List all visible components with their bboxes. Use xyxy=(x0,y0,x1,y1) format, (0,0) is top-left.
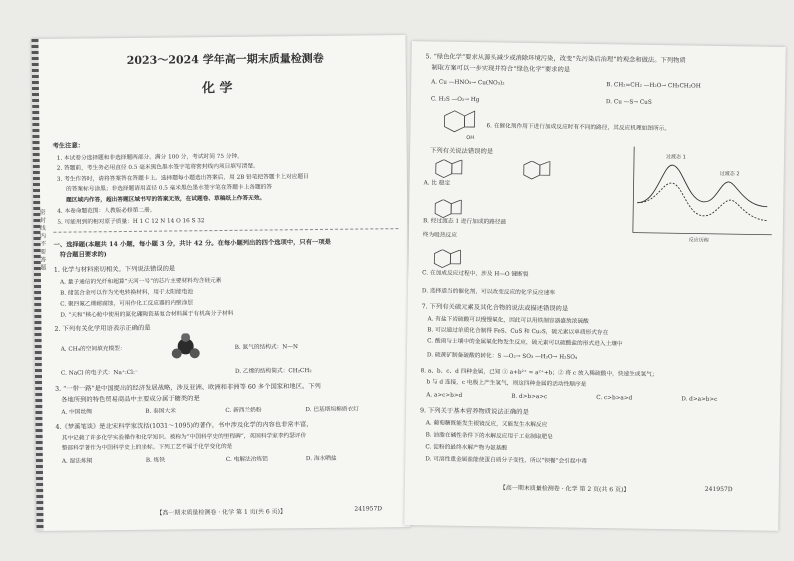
question-3-cont: 各地所到的特色贸易商品中主要成分属于糖类的是 xyxy=(61,395,200,404)
q9-option-d: D. 可溶性重金属盐能使蛋白质分子变性，所以“钡餐”会引起中毒 xyxy=(425,456,587,465)
graph-label: 过渡态 2 xyxy=(719,170,740,178)
question-5-cont: 制取方案可以一步实现并符合“绿色化学”要求的是 xyxy=(431,64,571,74)
q5-option-a: A. Cu —HNO₃→ Cu(NO₃)₂ xyxy=(431,79,505,87)
q7-option-a: A. 有盐下岩硫酸可以慢慢氧化，因此可以用铁制容器盛放浓硫酸 xyxy=(427,316,589,325)
q6-option-d: D. 选择适当的催化剂，可以改变反应的化学反应速率 xyxy=(421,288,556,297)
notice-line: 4. 本卷命题范围：人教版必修第二册。 xyxy=(57,207,156,215)
q3-option-d: D. 巴基斯坦棉质衣灯 xyxy=(305,406,359,414)
notice-title: 考生注意： xyxy=(52,142,85,150)
section-heading-cont: 符合题目要求的) xyxy=(59,251,107,259)
q9-option-a: A. 葡萄糖既能发生银镜反应，又能发生水解反应 xyxy=(425,420,548,429)
question-2: 2. 下列有关化学用语表示正确的是 xyxy=(54,324,151,333)
page-footer: 【高一期末质量检测卷 · 化学 第 2 页(共 6 页)】 xyxy=(499,484,630,494)
question-1: 1. 化学与材料密切相关。下列说法错误的是 xyxy=(53,265,176,274)
exam-page-2 xyxy=(404,41,786,531)
page-code: 241957D xyxy=(354,505,383,513)
page-footer: 【高一期末质量检测卷 · 化学 第 1 页(共 6 页)】 xyxy=(156,508,287,517)
q4-option-a: A. 湿法炼铜 xyxy=(61,458,93,465)
q7-option-d: D. 硫黄矿制备硫酸的转化：S —O₂→ SO₃ —H₂O→ H₂SO₄ xyxy=(426,352,578,361)
q7-option-b: B. 可以通过单质化合制得 FeS、CuS 和 Cu₂S，硫元素以单质形式存在 xyxy=(427,327,609,337)
q2-option-c: C. NaCl 的电子式：Na⁺:Cl:⁻ xyxy=(60,369,138,377)
question-8-cont: b 与 d 连接，c 电极上产生氢气，则这四种金属的活动性顺序是 xyxy=(426,379,587,388)
q5-option-b: B. CH₂=CH₂ —H₂O→ CH₃CH₂OH xyxy=(606,82,701,90)
notice-line: 3. 考生作答时，请将答案答在答题卡上。选择题每小题选出答案后，用 2B 铅笔把答题卡上对应题目 xyxy=(56,174,309,183)
q3-option-b: B. 泰国大米 xyxy=(145,408,176,415)
q6-option-b: B. 经过渡态 1 进行加成的路径最 xyxy=(422,218,507,226)
question-6: 6. 在催化剂作用下进行加成反应时有不同的路径，其反应机理如图所示。 xyxy=(486,123,671,133)
notice-line: 2. 答题前，考生务必用直径 0.5 毫米黑色墨水签字笔将密封线内项目填写清楚。 xyxy=(56,163,259,172)
exam-title: 2023～2024 学年高一期末质量检测卷 xyxy=(126,51,324,67)
question-8: 8. a、b、c、d 四种金属，已知 ① a+b²⁺ = a²⁺+b；② 将 c 放入稀硫酸中，快速生成氢气； xyxy=(420,368,658,378)
svg-text:OH: OH xyxy=(466,134,475,142)
q6-option-b-cont: 终为吸热反应 xyxy=(422,232,457,239)
question-5: 5. “绿色化学”要求从源头减少或消除环境污染，改变“先污染后治理”的观念和做法。下列物质 xyxy=(425,53,686,65)
molecule-structure-icon xyxy=(518,161,558,190)
q8-option-d: D. d>a>b>c xyxy=(681,396,718,403)
q6-option-a: A. 比 稳定 xyxy=(423,180,451,187)
q2-option-a: A. CH₄的空间填充模型： xyxy=(60,346,126,353)
q1-option-d: D. “天和”核心舱中使用的氮化硼陶瓷基复合材料属于有机高分子材料 xyxy=(60,310,234,319)
q6-option-c: C. 在加成反应过程中，涉及 H—O 键断裂 xyxy=(422,270,529,278)
q7-option-c: C. 酸雨与土壤中的金属氧化物发生反应，硫元素可以硫酸盐的形式进入土壤中 xyxy=(427,338,623,348)
seal-line-label: 密 封 线 内 不 要 答 题 xyxy=(38,208,46,271)
q5-option-c: C. H₂S —O₂→ Hg xyxy=(430,96,480,104)
page-code: 241957D xyxy=(704,485,733,494)
question-4-cont: 整部科学著作为中国科学史上的坐标。下列工艺不属于化学变化的是 xyxy=(61,443,233,452)
divider xyxy=(53,228,398,233)
q2-option-b: B. 氮气的结构式：N—N xyxy=(234,344,298,351)
molecule-structure-icon xyxy=(436,109,476,142)
notice-line: 的答案标号涂黑；非选择题请用直径 0.5 毫米黑色墨水签字笔在答题卡上各题的答 xyxy=(65,184,273,193)
q4-option-c: C. 电解法冶炼铝 xyxy=(225,456,268,463)
notice-line: 1. 本试卷分选择题和非选择题两部分。满分 100 分，考试时间 75 分钟。 xyxy=(56,153,243,162)
q4-option-d: D. 海水晒盐 xyxy=(305,455,337,463)
q3-option-a: A. 中国丝绸 xyxy=(61,409,92,416)
question-3: 3. “一带一路”是中国提出的经济发展战略，涉及亚洲、欧洲和非洲等 60 多个国家和地区。下列 xyxy=(55,382,321,393)
q8-option-b: B. d>b>a>c xyxy=(511,393,548,401)
q1-option-b: B. 储氢合金可以作为光电转换材料，用于太阳能电池 xyxy=(60,289,194,297)
q8-option-a: A. a>c>b>d xyxy=(426,392,463,399)
notice-line: 5. 可能用到的相对原子质量：H 1 C 12 N 14 O 16 S 32 xyxy=(57,218,205,226)
q8-option-c: C. c>b>a>d xyxy=(596,395,633,402)
q9-option-b: B. 油脂在碱性条件下的水解反应用于工业制取肥皂 xyxy=(425,432,553,441)
methane-model-icon xyxy=(170,333,202,359)
question-7: 7. 下列有关硫元素及其化合物的说法或描述错误的是 xyxy=(421,303,569,313)
question-4: 4.《梦溪笔谈》是北宋科学家沈括(1031～1095)的著作，书中涉及化学的内容也非常丰富， xyxy=(55,421,313,431)
exam-page-1 xyxy=(31,35,410,531)
q1-option-a: A. 量子通信的光纤和超算“天河一号”的芯片主要材料均含硅元素 xyxy=(59,277,222,286)
subject-title: 化 学 xyxy=(201,80,233,97)
q3-option-c: C. 新西兰奶粉 xyxy=(225,407,262,414)
q4-option-b: B. 炼铁 xyxy=(145,457,166,464)
graph-axis-label: 反应历程 xyxy=(688,237,709,244)
question-4-cont: 其中记载了许多化学实验操作和化学知识。被称为“中国科学史的里程碑”，英国科学家李约瑟评价 xyxy=(61,433,307,442)
notice-line-warning: 题区域内作答，超出答题区域书写的答案无效，在试题卷、草稿纸上作答无效。 xyxy=(66,195,266,204)
question-9: 9. 下列关于基本营养物质说法正确的是 xyxy=(419,407,529,416)
question-6-prompt: 下列有关说法错误的是 xyxy=(430,147,494,156)
energy-profile-diagram xyxy=(627,143,779,245)
q2-option-d: D. 乙烯的结构简式：CH₂CH₂ xyxy=(234,368,312,375)
section-heading: 一、选择题(本题共 14 小题，每小题 3 分，共计 42 分。在每小题列出的四个选项中，只有一项是 xyxy=(53,238,331,249)
graph-label: 过渡态 1 xyxy=(665,154,686,161)
q1-option-c: C. 聚四氟乙烯耐腐蚀，可用作化工反应器的内壁涂层 xyxy=(60,300,194,308)
q9-option-c: C. 淀粉的最终水解产物为氨基酸 xyxy=(425,444,508,452)
q5-option-d: D. Cu —S→ CuS xyxy=(605,99,652,106)
